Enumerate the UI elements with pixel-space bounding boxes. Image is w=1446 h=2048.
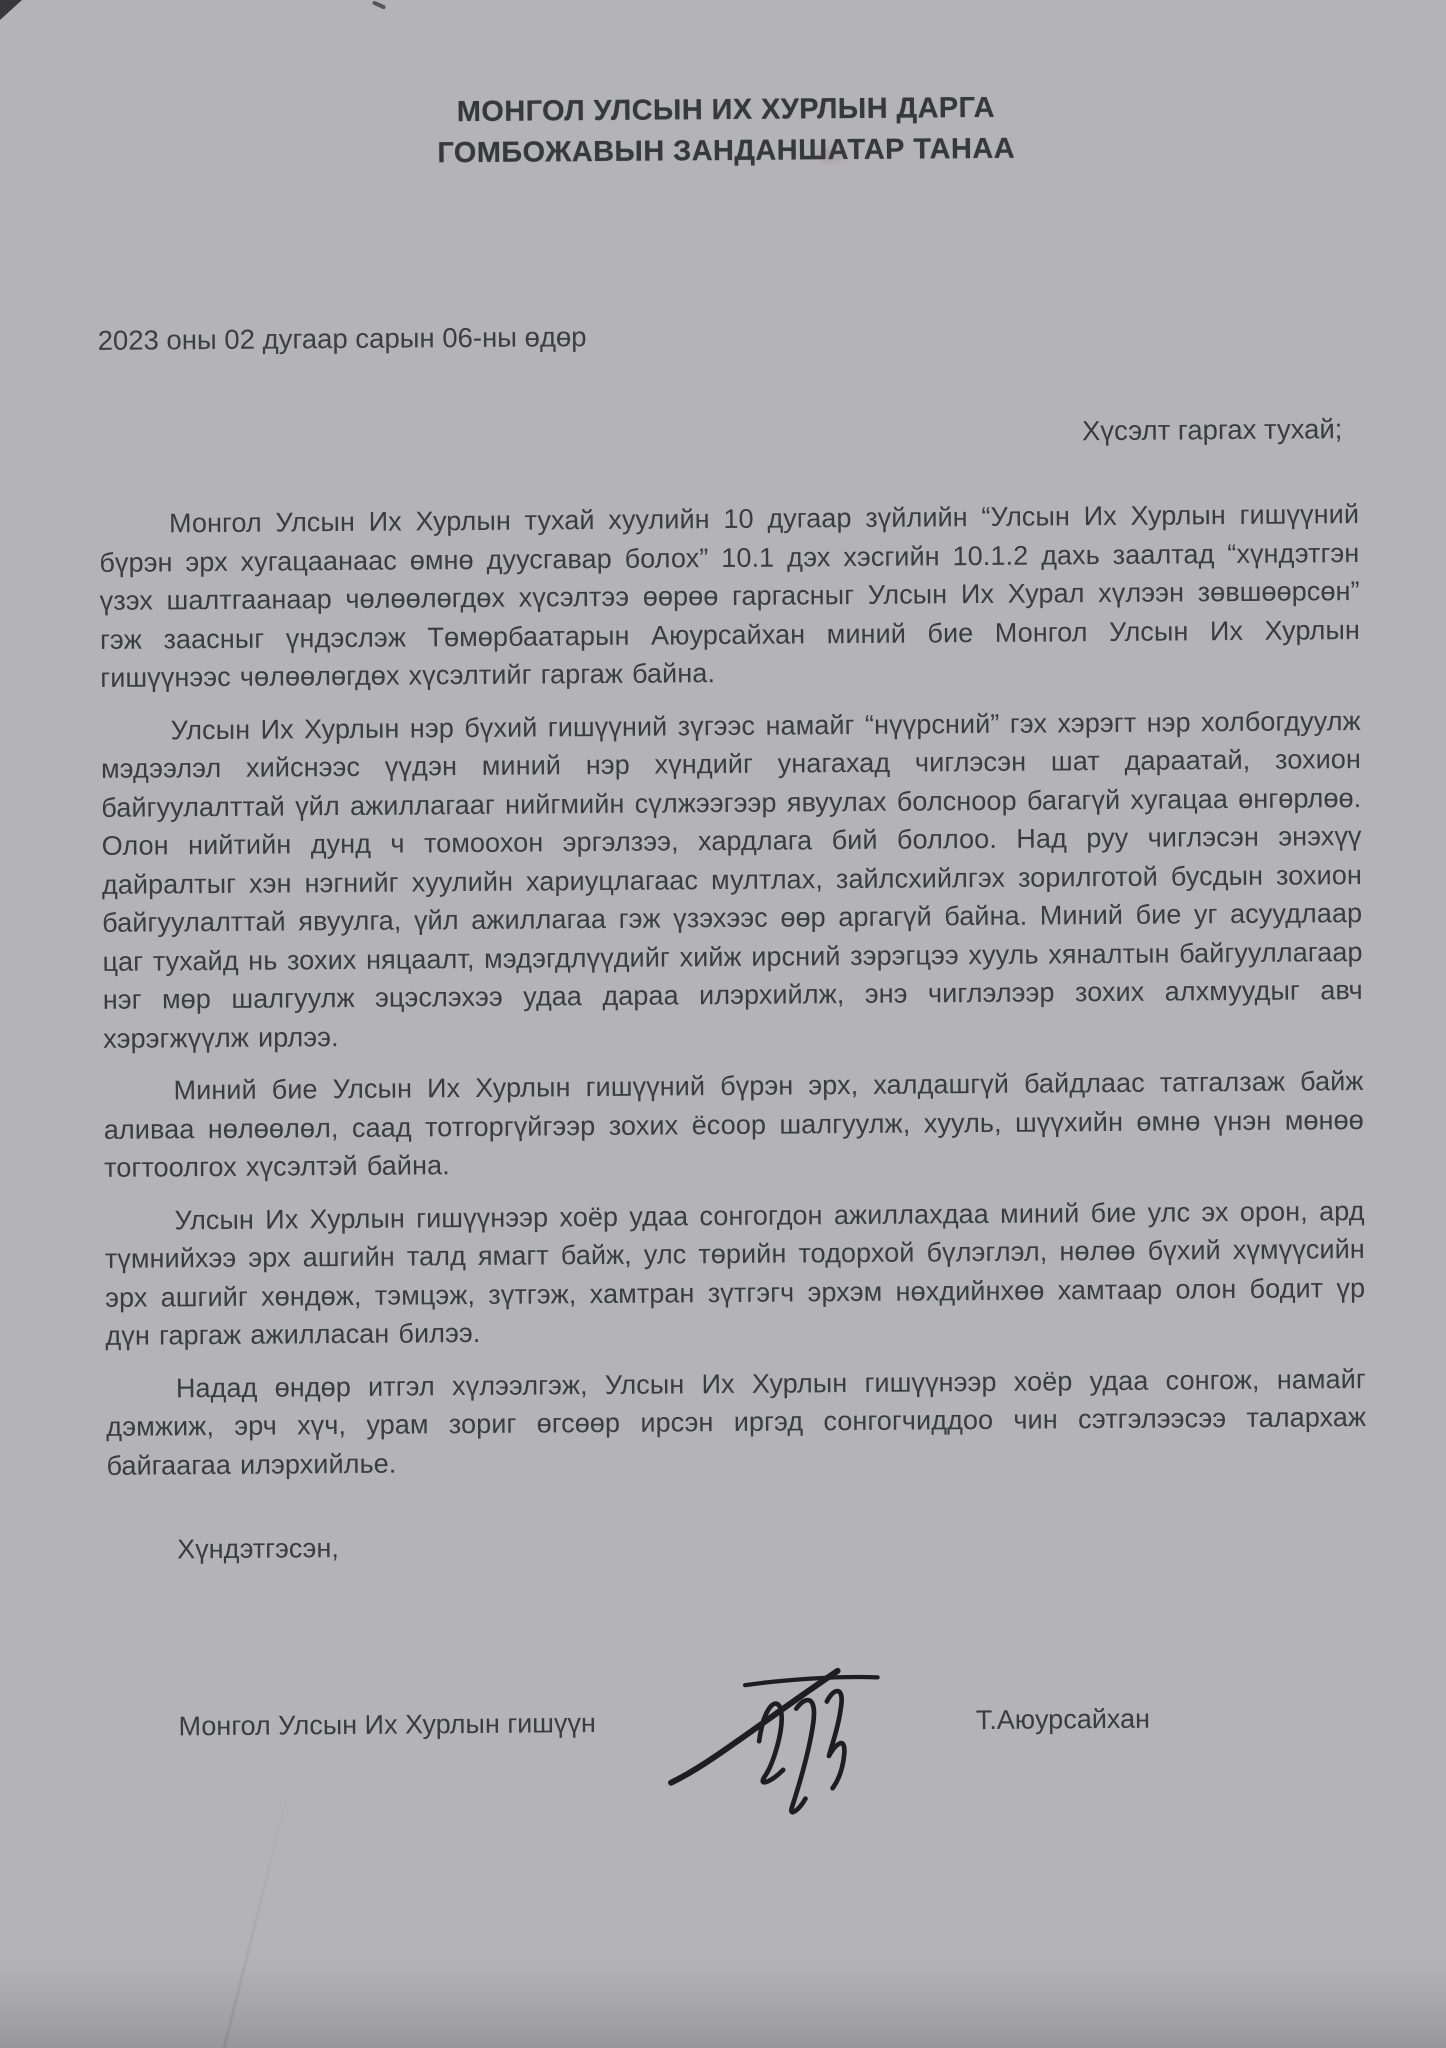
body-paragraph-5: Надад өндөр итгэл хүлээлгэж, Улсын Их Хурлын гишүүнээр хоёр удаа сонгож, намайг дэмжиж, эрч хүч, урам зориг өгсөөр ирсэн иргэд сонгогчиддоо чин сэтгэлээсээ талархаж байгаагаа илэрхийлье.: [106, 1363, 1367, 1481]
signatory-name: Т.Аюурсайхан: [975, 1703, 1151, 1736]
body-paragraph-1: Монгол Улсын Их Хурлын тухай хуулийн 10 дугаар зүйлийн “Улсын Их Хурлын гишүүний бүрэн эрх хугацаанаас өмнө дуусгавар болох” 10.1 дэх хэсгийн 10.1.2 дахь заалтад “хүндэтгэн үзэх шалтгаанаар чөлөөлөгдөх хүсэлтээ өөрөө гаргасныг Улсын Их Хурал хүлээн зөвшөөрсөн” гэж заасныг үндэслэж Төмөрбаатарын Аюурсайхан миний бие Монгол Улсын Их Хурлын гишүүнээс чөлөөлөгдөх хүсэлтийг гаргаж байна.: [99, 499, 1361, 693]
signatory-position-label: Монгол Улсын Их Хурлын гишүүн: [178, 1708, 596, 1742]
body-paragraph-2: Улсын Их Хурлын нэр бүхий гишүүний зүгээс намайг “нүүрсний” гэх хэрэгт нэр холбогдуулж мэдээлэл хийснээс үүдэн миний нэр хүндийг унагахад чиглэсэн шат дараатай, зохион байгуулалттай үйл ажиллагааг нийгмийн сүлжээгээр явуулах болсноор багагүй хугацаа өнгөрлөө. Олон нийтийн дунд ч томоохон эргэлзээ, хардлага бий боллоо. Над руу чиглэсэн энэхүү дайралтыг хэн нэгнийг хуулийн хариуцлагаас мултлах, зайлсхийлгэх зорилготой бусдын зохион байгуулалттай явуулга, үйл ажиллагаа гэж үзэхээс өөр аргагүй байна. Миний бие уг асуудлаар цаг тухайд нь зохих няцаалт, мэдэгдлүүдийг хийж ирсний зэрэгцээ хууль хяналтын байгууллагаар нэг мөр шалгуулж эцэслэхээ удаа дараа илэрхийлж, энэ чиглэлээр зохих алхмуудыг авч хэрэгжүүлж ирлээ.: [100, 705, 1363, 1054]
recipient-title-line: МОНГОЛ УЛСЫН ИХ ХУРЛЫН ДАРГА: [456, 91, 996, 129]
closing-salutation: Хүндэтгэсэн,: [177, 1533, 339, 1565]
body-paragraph-4: Улсын Их Хурлын гишүүнээр хоёр удаа сонгогдон ажиллахдаа миний бие улс эх орон, ард түмнийхээ эрх ашгийн талд ямагт байж, улс төрийн тодорхой бүлэглэл, нөлөө бүхий хүмүүсийн эрх ашгийг хөндөж, тэмцэж, зүтгэж, хамтран зүтгэгч эрхэм нөхдийнхөө хамтаар олон бодит үр дүн гаргаж ажилласан билээ.: [104, 1195, 1366, 1351]
recipient-header: [96, 85, 1357, 177]
paper-crease: [219, 1772, 294, 2048]
body-paragraph-3: Миний бие Улсын Их Хурлын гишүүний бүрэн эрх, халдашгүй байдлаас татгалзаж байж аливаа нөлөөлөл, саад тотгоргүйгээр зохих ёсоор шалгуулж, хууль, шүүхийн өмнө үнэн мөнөө тогтоолгох хүсэлтэй байна.: [103, 1066, 1364, 1183]
signature-block: [108, 1677, 1369, 1767]
handwritten-signature-icon: [653, 1651, 904, 1823]
letter-body: [99, 495, 1367, 1485]
subject-line: Хүсэлт гаргах тухай;: [1081, 413, 1343, 447]
recipient-name-line: ГОМБОЖАВЫН ЗАНДАНШАТАР ТАНАА: [437, 132, 1016, 170]
date-line: 2023 оны 02 дугаар сарын 06-ны өдөр: [97, 321, 587, 356]
